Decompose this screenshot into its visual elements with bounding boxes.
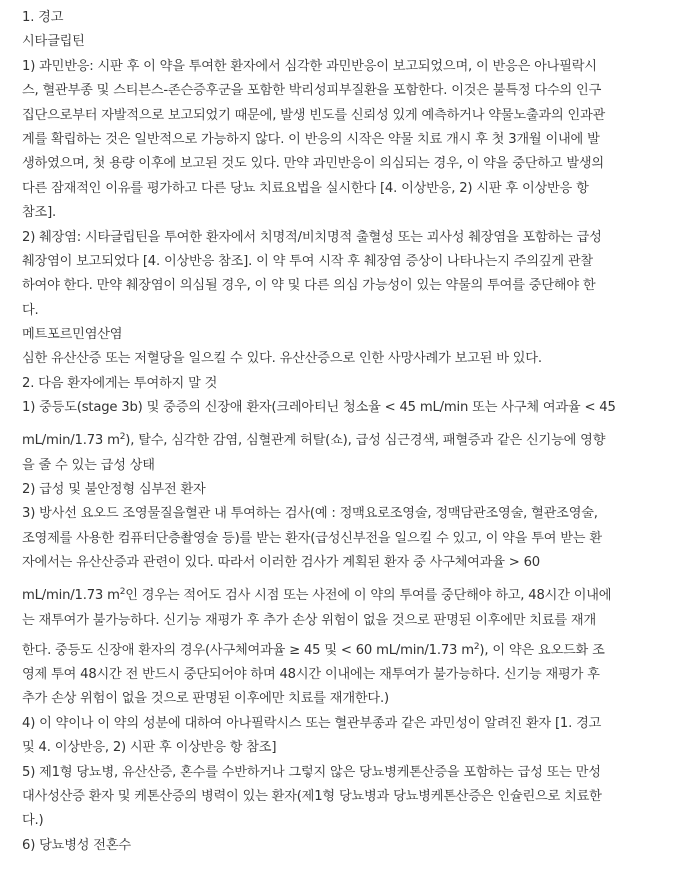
text-line	[22, 633, 683, 663]
text-line: 생하였으며, 첫 용량 이후에 보고된 것도 있다. 만약 과민반응이 의심되는 경우, 이 약을 중단하고 발생의	[22, 156, 604, 172]
text-line: 췌장염이 보고되었다 [4. 이상반응 참조]. 이 약 투여 시작 후 췌장염 증상이 나타나는지 주의깊게 관찰	[22, 253, 593, 269]
drug-title-metformin: 메트포르민염산염	[22, 327, 123, 343]
text-line: 및 4. 이상반응, 2) 시판 후 이상반응 항 참조]	[22, 740, 277, 756]
text-line: 하여야 한다. 만약 췌장염이 의심될 경우, 이 약 및 다른 의심 가능성이 있는 약물의 투여를 중단해야 한	[22, 278, 596, 294]
paragraph-hypersensitivity	[22, 55, 683, 226]
text-span: ), 이 약은 요오드화 조	[479, 642, 605, 658]
item-diabetic-precoma: 6) 당뇨병성 전혼수	[22, 837, 131, 853]
text-line: 1) 중등도(stage 3b) 및 중증의 신장애 환자(크레아티닌 청소율 < 45 mL/min 또는 사구체 여과율 < 45	[22, 400, 616, 416]
text-line	[22, 576, 683, 609]
text-line: 3) 방사선 요오드 조영물질을혈관 내 투여하는 검사(예 : 정맥요로조영술, 정맥담관조영술, 혈관조영술,	[22, 506, 598, 522]
text-line: 집단으로부터 자발적으로 보고되었기 때문에, 발생 빈도를 신뢰성 있게 예측하거나 약물노출과의 인과관	[22, 107, 606, 123]
superscript: 2	[119, 431, 126, 442]
text-line: 을 줄 수 있는 급성 상태	[22, 457, 155, 473]
item-heart-failure: 2) 급성 및 불안정형 심부전 환자	[22, 482, 206, 498]
item-iodinated-contrast	[22, 502, 683, 711]
section-heading-contraindications: 2. 다음 환자에게는 투여하지 말 것	[22, 375, 218, 391]
paragraph-lactic-acidosis: 심한 유산산증 또는 저혈당을 일으킬 수 있다. 유산산증으로 인한 사망사례가 보고된 바 있다.	[22, 351, 542, 367]
superscript: 2	[119, 586, 126, 597]
text-line: 자에서는 유산산증과 관련이 있다. 따라서 이러한 검사가 계획된 환자 중 사구체여과율 > 60	[22, 555, 540, 571]
text-line: 추가 손상 위험이 없을 것으로 판명된 이후에만 치료를 재개한다.)	[22, 691, 389, 707]
text-line: 다른 잠재적인 이유를 평가하고 다른 당뇨 치료요법을 실시한다 [4. 이상반응, 2) 시판 후 이상반응 항	[22, 180, 589, 196]
text-line: 영제 투여 48시간 전 반드시 중단되어야 하며 48시간 이내에는 재투여가 불가능하다. 신기능 재평가 후	[22, 666, 600, 682]
item-renal-impairment	[22, 396, 683, 478]
superscript: 2	[473, 641, 480, 652]
text-line: 5) 제1형 당뇨병, 유산산증, 혼수를 수반하거나 그렇지 않은 당뇨병케톤산증을 포함하는 급성 또는 만성	[22, 764, 601, 780]
text-line: 다.	[22, 302, 39, 318]
text-span: 인 경우는 적어도 검사 시점 또는 사전에 이 약의 투여를 중단해야 하고, 48시간 이내에	[125, 587, 612, 603]
text-line: 참조].	[22, 205, 57, 221]
text-line: 대사성산증 환자 및 케톤산증의 병력이 있는 환자(제1형 당뇨병과 당뇨병케톤산증은 인슐린으로 치료한	[22, 788, 602, 804]
text-line: 4) 이 약이나 이 약의 성분에 대하여 아나필락시스 또는 혈관부종과 같은 과민성이 알려진 환자 [1. 경고	[22, 715, 602, 731]
text-span: mL/min/1.73 m	[22, 432, 120, 448]
item-hypersensitivity-history	[22, 712, 683, 761]
text-span: 한다. 중등도 신장애 환자의 경우(사구체여과율 ≥ 45 및 < 60 mL/min/1.73 m	[22, 642, 474, 658]
text-line: 스, 혈관부종 및 스티븐스-존슨증후군을 포함한 박리성피부질환을 포함한다. 이것은 불특정 다수의 인구	[22, 83, 602, 99]
text-line: 계를 확립하는 것은 일반적으로 가능하지 않다. 이 반응의 시작은 약물 치료 개시 후 첫 3개월 이내에 발	[22, 131, 600, 147]
text-line: 1) 과민반응: 시판 후 이 약을 투여한 환자에서 심각한 과민반응이 보고되었으며, 이 반응은 아나필락시	[22, 58, 597, 74]
item-ketoacidosis	[22, 761, 683, 834]
text-line: 조영제를 사용한 컴퓨터단층촬영술 등)를 받는 환자(급성신부전을 일으킬 수 있고, 이 약을 투여 받는 환	[22, 530, 602, 546]
section-heading-warnings: 1. 경고	[22, 10, 64, 25]
text-line: 2) 췌장염: 시타글립틴을 투여한 환자에서 치명적/비치명적 출혈성 또는 괴사성 췌장염을 포함하는 급성	[22, 229, 602, 245]
text-line	[22, 421, 683, 454]
text-line: 는 재투여가 불가능하다. 신기능 재평가 후 추가 손상 위험이 없을 것으로 판명된 이후에만 치료를 재개	[22, 612, 596, 628]
drug-title-sitagliptin: 시타글립틴	[22, 34, 85, 50]
text-span: mL/min/1.73 m	[22, 587, 120, 603]
text-span: ), 탈수, 심각한 감염, 심혈관계 허탈(쇼), 급성 심근경색, 패혈증과 같은 신기능에 영향	[125, 432, 606, 448]
text-line: 다.)	[22, 813, 44, 829]
paragraph-pancreatitis	[22, 226, 683, 324]
